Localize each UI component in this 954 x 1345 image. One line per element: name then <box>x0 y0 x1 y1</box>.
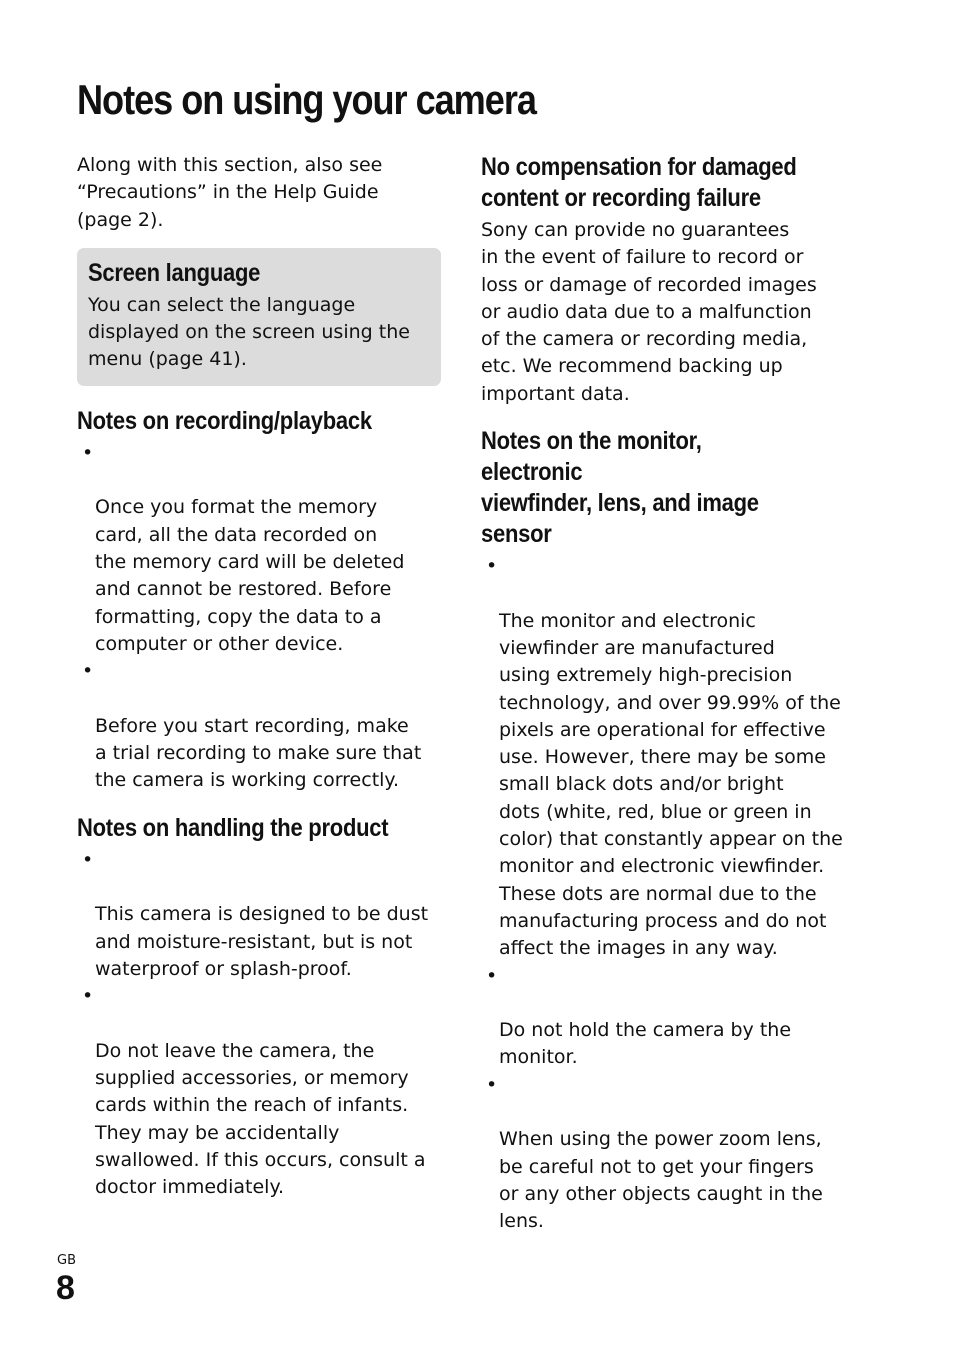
list-item-text: Do not leave the camera, the supplied accessories, or memory cards within the reach of infants. They may be accidentally swallowed. If this occurs, consult a doctor immediately. <box>95 1039 426 1199</box>
recording-heading: Notes on recording/playback <box>77 406 372 435</box>
bullet-icon: • <box>82 848 94 871</box>
bullet-icon: • <box>82 660 94 683</box>
compensation-text: Sony can provide no guarantees in the event of failure to record or loss or damage of recorded images or audio data due to a malfunction of the camera or recording media, etc. We recommend backing up important data. <box>481 219 817 405</box>
right-column <box>481 152 853 1236</box>
list-item <box>77 440 441 658</box>
intro-text: Along with this section, also see “Precautions” in the Help Guide (page 2). <box>77 154 383 231</box>
bullet-icon: • <box>486 555 498 578</box>
list-item-text: The monitor and electronic viewfinder are manufactured using extremely high-precision technology, and over 99.99% of the pixels are operational for effective use. However, there may be some small black dots and/or bright dots (white, red, blue or green in color) that constantly appear on the monitor and electronic viewfinder. These dots are normal due to the manufacturing process and do not affect the images in any way. <box>499 609 843 960</box>
region-code: GB <box>57 1253 76 1268</box>
list-item <box>77 847 441 983</box>
bullet-icon: • <box>486 964 498 987</box>
screen-language-text: You can select the language displayed on the screen using the menu (page 41). <box>88 293 410 371</box>
list-item <box>77 658 441 794</box>
bullet-icon: • <box>82 985 94 1008</box>
monitor-list <box>481 553 853 1235</box>
list-item <box>77 983 441 1201</box>
compensation-heading: No compensation for damaged content or recording failure <box>481 153 797 212</box>
list-item-text: Before you start recording, make a trial recording to make sure that the camera is working correctly. <box>95 714 422 792</box>
list-item <box>481 553 853 962</box>
list-item-text: This camera is designed to be dust and moisture-resistant, but is not waterproof or splash-proof. <box>95 903 429 980</box>
recording-list <box>77 440 441 795</box>
list-item-text: Once you format the memory card, all the data recorded on the memory card will be deleted and cannot be restored. Before formatting, copy the data to a computer or other device. <box>95 496 405 655</box>
left-column <box>77 152 441 1202</box>
screen-language-box <box>77 248 441 386</box>
bullet-icon: • <box>486 1073 498 1096</box>
handling-heading: Notes on handling the product <box>77 813 389 842</box>
page-number: 8 <box>56 1269 75 1307</box>
bullet-icon: • <box>82 441 94 464</box>
page-title: Notes on using your camera <box>77 76 536 123</box>
monitor-heading: Notes on the monitor, electronic viewfinder, lens, and image sensor <box>481 427 759 549</box>
handling-list <box>77 847 441 1202</box>
screen-language-heading: Screen language <box>88 258 261 287</box>
list-item <box>481 963 853 1072</box>
list-item <box>481 1072 853 1236</box>
list-item-text: When using the power zoom lens, be careful not to get your fingers or any other objects caught in the lens. <box>499 1128 823 1233</box>
list-item-text: Do not hold the camera by the monitor. <box>499 1019 792 1069</box>
